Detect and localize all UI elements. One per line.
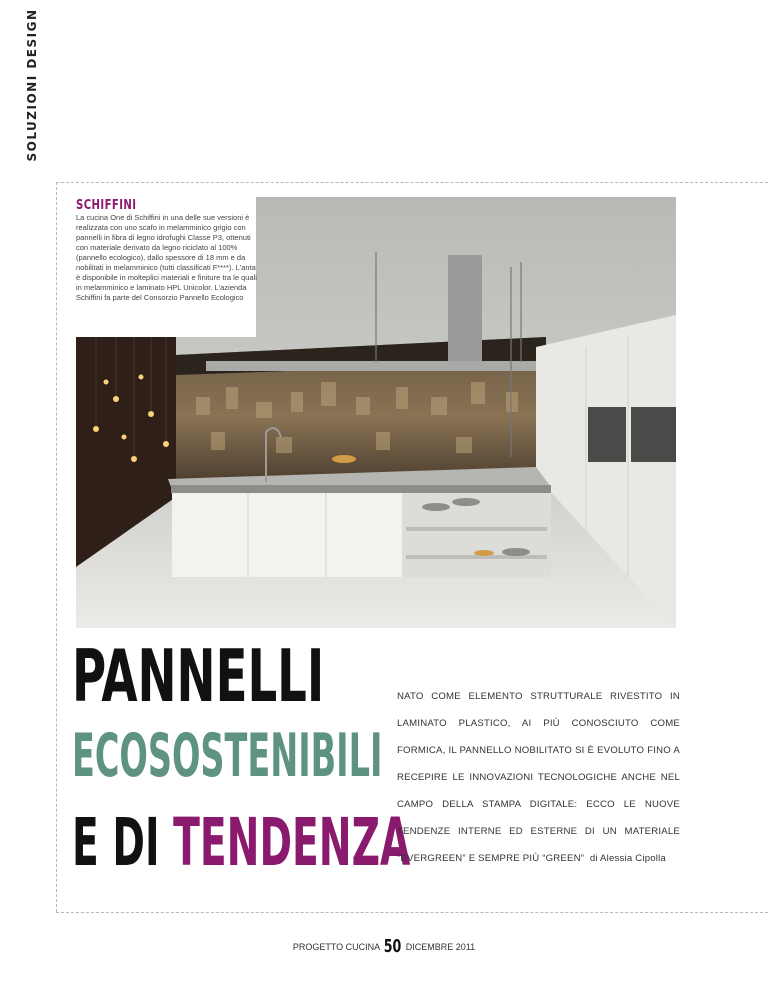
photo-caption: La cucina One di Schiffini in una delle sue versioni è realizzata con uno scafo in melamminico grigio con pannelli in fibra di legno idrofughi Classe P3, ottenuti con materiale derivato da legno riciclato al 100% (pannello ecologico), dallo spessore di 18 mm e da nobilitati in melamminico (tutti classificati F****). L'anta è disponibile in molteplici materiali e finiture tra le quali in melamminico e laminato HPL Unicolor. L'azienda Schiffini fa parte del Consorzio Pannello Ecologico <box>76 213 257 302</box>
headline-line-1: PANNELLI <box>72 634 325 718</box>
headline-line-3 <box>72 804 411 881</box>
brand-name: SCHIFFINI <box>76 198 137 213</box>
intro-text <box>397 683 680 872</box>
section-label <box>20 8 44 162</box>
headline-line-3-start: E DI <box>72 804 174 881</box>
top-divider <box>56 182 768 183</box>
headline-line-3-end: TENDENZA <box>173 804 411 881</box>
page-footer <box>0 936 768 957</box>
left-divider <box>56 182 57 912</box>
intro-body: NATO COME ELEMENTO STRUTTURALE RIVESTITO IN LAMINATO PLASTICO, AI PIÙ CONOSCIUTO COME FORMICA, IL PANNELLO NOBILITATO SI È EVOLUTO FINO A RECEPIRE LE INNOVAZIONI TECNOLOGICHE ANCHE NEL CAMPO DELLA STAMPA DIGITALE: ECCO LE NUOVE TENDENZE INTERNE ED ESTERNE DI UN MATERIALE “EVERGREEN” E SEMPRE PIÙ “GREEN” <box>397 691 680 864</box>
magazine-name: PROGETTO CUCINA <box>292 942 380 952</box>
page-number: 50 <box>383 936 402 957</box>
author-credit: di Alessia Cipolla <box>589 853 666 864</box>
bottom-divider <box>56 912 768 913</box>
headline-line-2: ECOSOSTENIBILI <box>72 721 383 791</box>
issue-date: DICEMBRE 2011 <box>405 942 476 952</box>
section-label-text: SOLUZIONI DESIGN <box>25 8 39 162</box>
